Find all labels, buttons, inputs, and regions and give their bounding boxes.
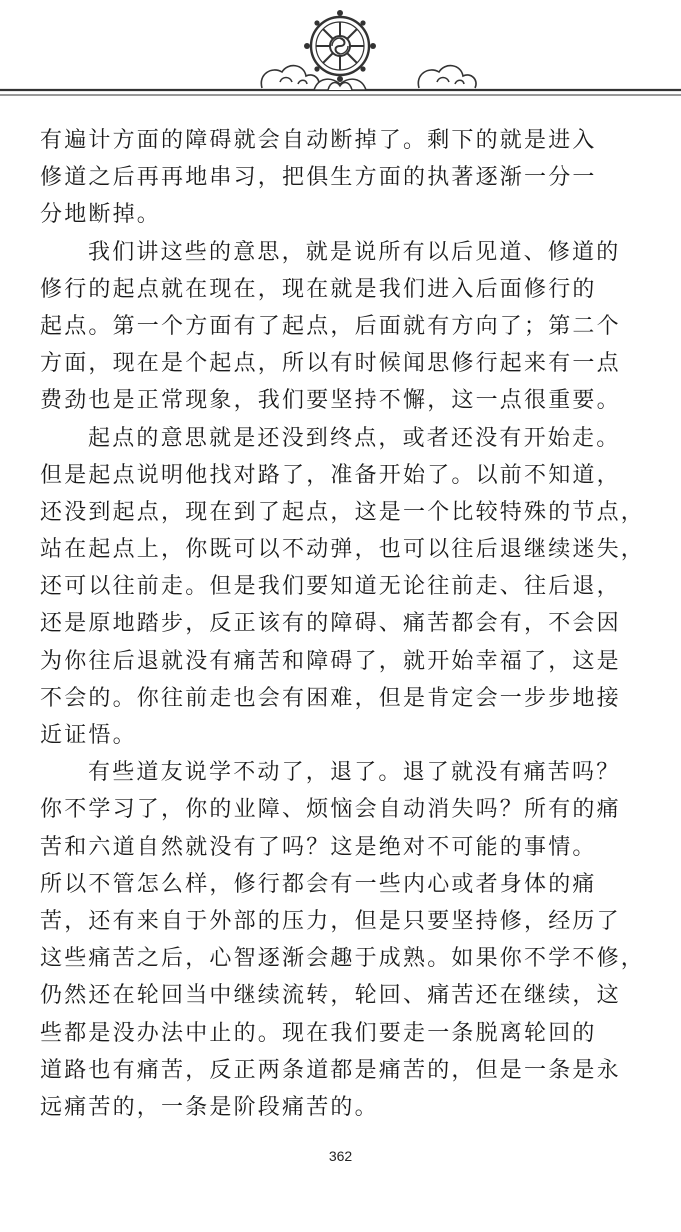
text-line: 还是原地踏步，反正该有的障碍、痛苦都会有，不会因 [40,611,621,637]
text-line: 站在起点上，你既可以不动弹，也可以往后退继续迷失， [40,537,646,563]
text-line: 苦和六道自然就没有了吗？这是绝对不可能的事情。 [40,834,597,860]
text-line: 远痛苦的，一条是阶段痛苦的。 [40,1094,379,1120]
paragraph-2 [40,234,648,420]
text-line: 我们讲这些的意思，就是说所有以后见道、修道的 [88,239,621,265]
text-line: 仍然还在轮回当中继续流转，轮回、痛苦还在继续，这 [40,983,621,1009]
dharma-wheel-icon [304,10,376,82]
left-cloud-icon [261,66,319,88]
text-line: 为你往后退就没有痛苦和障碍了，就开始幸福了，这是 [40,648,621,674]
text-line: 分地断掉。 [40,202,162,228]
text-line: 苦，还有来自于外部的压力，但是只要坚持修，经历了 [40,908,621,934]
paragraph-4 [40,754,648,1126]
text-line: 有遍计方面的障碍就会自动断掉了。剩下的就是进入 [40,128,597,153]
text-line: 所以不管怎么样，修行都会有一些内心或者身体的痛 [40,871,597,897]
text-line: 费劲也是正常现象，我们要坚持不懈，这一点很重要。 [40,388,621,414]
text-line: 修道之后再再地串习，把俱生方面的执著逐渐一分一 [40,165,597,191]
text-line: 修行的起点就在现在，现在就是我们进入后面修行的 [40,276,597,302]
paragraph-3 [40,420,648,755]
text-line: 近证悟。 [40,723,137,748]
page-body [40,122,648,1126]
text-line: 但是起点说明他找对路了，准备开始了。以前不知道， [40,462,621,488]
text-line: 你不学习了，你的业障、烦恼会自动消失吗？所有的痛 [40,797,621,823]
text-line: 还可以往前走。但是我们要知道无论往前走、往后退， [40,574,621,600]
text-line: 起点。第一个方面有了起点，后面就有方向了；第二个 [40,313,621,339]
text-line: 不会的。你往前走也会有困难，但是肯定会一步步地接 [40,685,621,711]
text-line: 这些痛苦之后，心智逐渐会趣于成熟。如果你不学不修， [40,946,646,972]
text-line: 方面，现在是个起点，所以有时候闻思修行起来有一点 [40,351,621,377]
page-number: 362 [328,1148,353,1164]
text-line: 起点的意思就是还没到终点，或者还没有开始走。 [88,425,621,451]
text-line: 些都是没办法中止的。现在我们要走一条脱离轮回的 [40,1020,597,1046]
text-line: 还没到起点，现在到了起点，这是一个比较特殊的节点， [40,499,646,525]
header-ornament [0,0,681,115]
paragraph-1 [40,122,648,234]
page-header [0,0,681,115]
text-line: 道路也有痛苦，反正两条道都是痛苦的，但是一条是永 [40,1057,621,1083]
right-cloud-icon [418,66,476,88]
text-line: 有些道友说学不动了，退了。退了就没有痛苦吗？ [88,760,621,786]
